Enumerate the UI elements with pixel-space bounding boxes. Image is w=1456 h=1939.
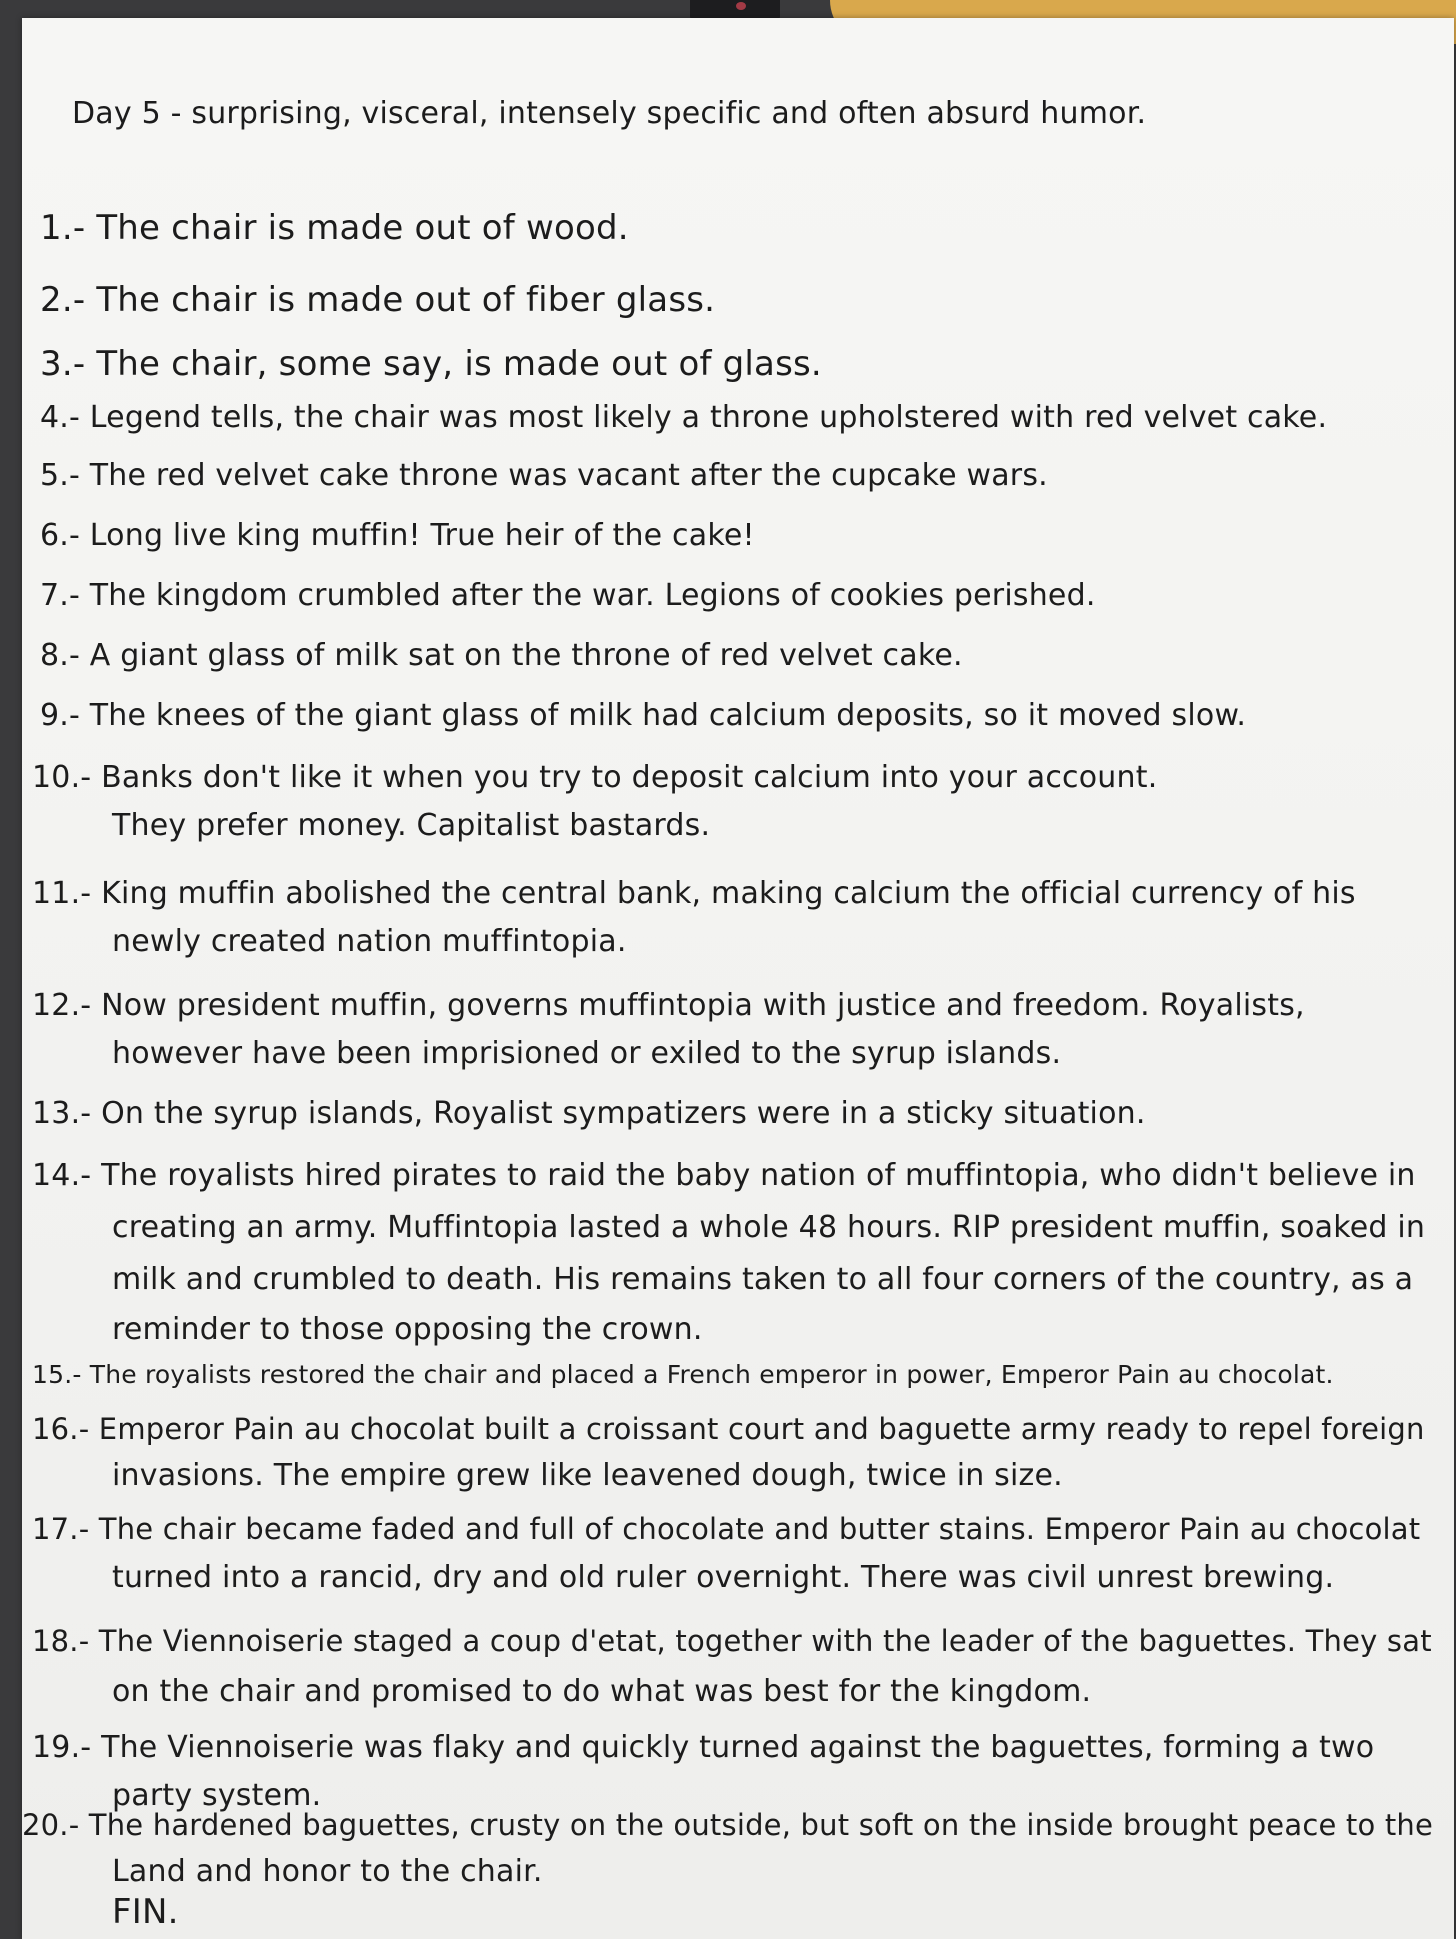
line-15: 15.- The royalists restored the chair and placed a French emperor in power, Emperor Pain au chocolat. (32, 1360, 1334, 1389)
line-14: 14.- The royalists hired pirates to raid the baby nation of muffintopia, who didn't believe in (32, 1158, 1416, 1193)
line-11-cont: newly created nation muffintopia. (112, 924, 627, 959)
line-8: 8.- A giant glass of milk sat on the throne of red velvet cake. (40, 638, 963, 673)
closing-fin: FIN. (112, 1892, 179, 1932)
line-16: 16.- Emperor Pain au chocolat built a croissant court and baguette army ready to repel foreign (32, 1412, 1425, 1446)
line-19: 19.- The Viennoiserie was flaky and quickly turned against the baguettes, forming a two (32, 1730, 1375, 1765)
line-12-cont: however have been imprisioned or exiled to the syrup islands. (112, 1036, 1062, 1071)
line-14-cont-1: creating an army. Muffintopia lasted a whole 48 hours. RIP president muffin, soaked in (112, 1210, 1426, 1245)
line-18: 18.- The Viennoiserie staged a coup d'etat, together with the leader of the baguettes. They sat (32, 1624, 1432, 1658)
line-10-cont: They prefer money. Capitalist bastards. (112, 808, 711, 843)
line-3: 3.- The chair, some say, is made out of glass. (40, 344, 822, 384)
line-13: 13.- On the syrup islands, Royalist sympatizers were in a sticky situation. (32, 1096, 1146, 1131)
line-20: 20.- The hardened baguettes, crusty on the outside, but soft on the inside brought peace to the (22, 1808, 1434, 1842)
line-10: 10.- Banks don't like it when you try to deposit calcium into your account. (32, 760, 1158, 795)
line-18-cont: on the chair and promised to do what was best for the kingdom. (112, 1674, 1092, 1709)
line-11: 11.- King muffin abolished the central bank, making calcium the official currency of his (32, 876, 1356, 911)
red-dot (736, 2, 746, 10)
page-heading: Day 5 - surprising, visceral, intensely specific and often absurd humor. (72, 96, 1147, 131)
line-1: 1.- The chair is made out of wood. (40, 208, 629, 248)
line-7: 7.- The kingdom crumbled after the war. Legions of cookies perished. (40, 578, 1096, 613)
line-12: 12.- Now president muffin, governs muffintopia with justice and freedom. Royalists, (32, 988, 1305, 1023)
line-19-cont: party system. (112, 1778, 322, 1813)
line-5: 5.- The red velvet cake throne was vacant after the cupcake wars. (40, 458, 1048, 493)
line-17-cont: turned into a rancid, dry and old ruler overnight. There was civil unrest brewing. (112, 1560, 1335, 1595)
line-2: 2.- The chair is made out of fiber glass. (40, 280, 716, 320)
line-9: 9.- The knees of the giant glass of milk had calcium deposits, so it moved slow. (40, 698, 1247, 733)
line-14-cont-2: milk and crumbled to death. His remains taken to all four corners of the country, as a (112, 1262, 1414, 1297)
line-6: 6.- Long live king muffin! True heir of the cake! (40, 518, 755, 553)
handwritten-page (22, 18, 1454, 1939)
line-14-cont-3: reminder to those opposing the crown. (112, 1312, 703, 1347)
line-17: 17.- The chair became faded and full of chocolate and butter stains. Emperor Pain au chocolat (32, 1512, 1421, 1546)
line-16-cont: invasions. The empire grew like leavened dough, twice in size. (112, 1458, 1063, 1493)
line-20-cont: Land and honor to the chair. (112, 1854, 543, 1889)
line-4: 4.- Legend tells, the chair was most likely a throne upholstered with red velvet cake. (40, 400, 1328, 435)
